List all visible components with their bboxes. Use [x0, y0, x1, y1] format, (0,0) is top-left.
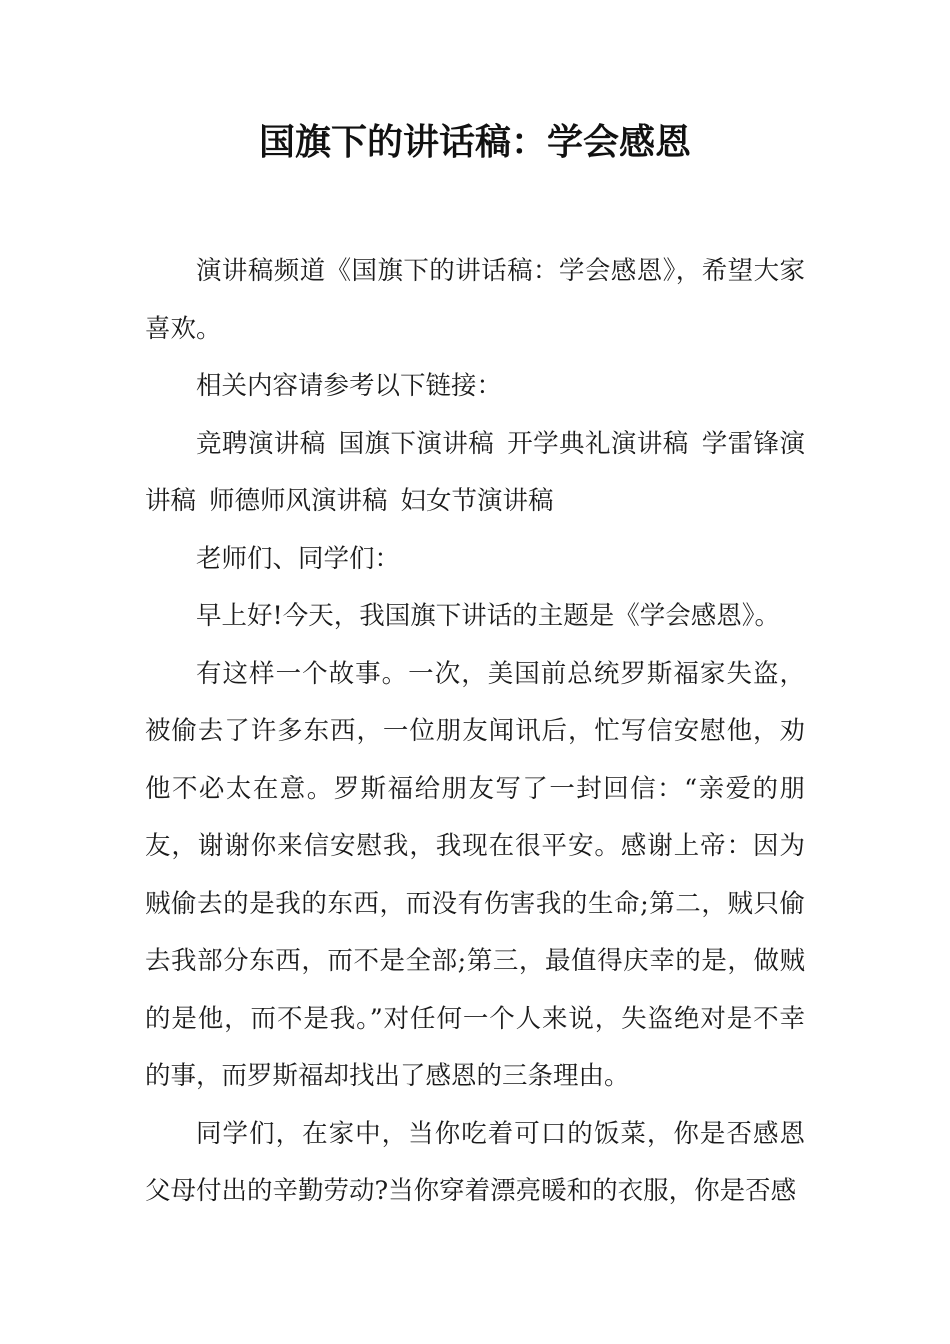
related-link-teacher-ethics[interactable]: 师德师风演讲稿 [209, 486, 388, 516]
related-label: 相关内容请参考以下链接： [196, 371, 503, 401]
related-link-lei-feng[interactable]: 学雷锋演讲稿 [145, 428, 805, 516]
salutation: 老师们、同学们： [196, 543, 401, 574]
related-link-flag-speech[interactable]: 国旗下演讲稿 [338, 428, 495, 459]
related-link-opening-ceremony[interactable]: 开学典礼演讲稿 [507, 428, 689, 459]
intro-paragraph: 演讲稿频道《国旗下的讲话稿：学会感恩》，希望大家喜欢。 [145, 256, 805, 344]
related-links [145, 416, 805, 531]
document-body [145, 243, 805, 1221]
greeting-paragraph: 早上好!今天，我国旗下讲话的主题是《学会感恩》。 [196, 601, 780, 631]
story-paragraph: 有这样一个故事。一次，美国前总统罗斯福家失盗，被偷去了许多东西，一位朋友闻讯后，忙写信安慰他，劝他不必太在意。罗斯福给朋友写了一封回信：“亲爱的朋友，谢谢你来信安慰我，我现在很平安。感谢上帝：因为贼偷去的是我的东西，而没有伤害我的生命;第二，贼只偷去我部分东西，而不是全部;第三，最值得庆幸的是，做贼的是他，而不是我。”对任何一个人来说，失盗绝对是不幸的事，而罗斯福却找出了感恩的三条理由。 [145, 658, 805, 1091]
document-title: 国旗下的讲话稿：学会感恩 [258, 122, 691, 163]
related-link-womens-day[interactable]: 妇女节演讲稿 [400, 486, 554, 516]
related-link-job-speech[interactable]: 竞聘演讲稿 [196, 428, 326, 459]
closing-paragraph: 同学们，在家中，当你吃着可口的饭菜，你是否感恩父母付出的辛勤劳动?当你穿着漂亮暖和的衣服，你是否感 [145, 1118, 805, 1206]
